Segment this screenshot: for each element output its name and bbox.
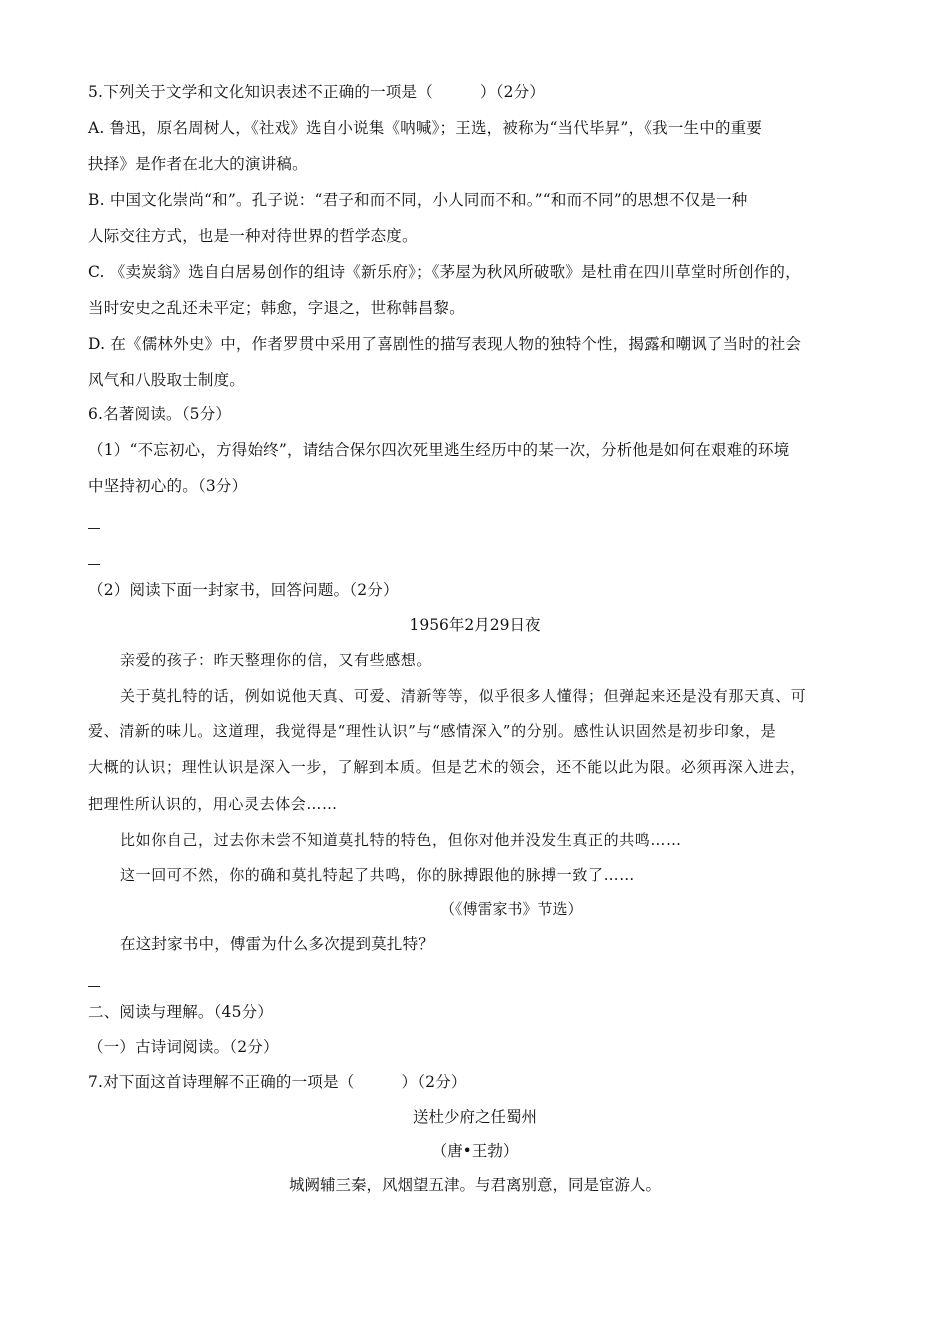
letter-para1-line1: 关于莫扎特的话，例如说他天真、可爱、清新等等，似乎很多人懂得；但弹起来还是没有那天真、可 (120, 687, 807, 705)
q6-part1-line1: （1）“不忘初心，方得始终”，请结合保尔四次死里逃生经历中的某一次，分析他是如何在艰难的环境 (88, 441, 790, 459)
q5-option-d-line1: D. 在《儒林外史》中，作者罗贯中采用了喜剧性的描写表现人物的独特个性，揭露和嘲讽了当时的社会 (88, 335, 802, 353)
letter-greeting: 亲爱的孩子：昨天整理你的信，又有些感想。 (120, 651, 433, 669)
section2-title: 二、阅读与理解。（45分） (88, 1003, 274, 1021)
poem-title: 送杜少府之任蜀州 (412, 1108, 537, 1126)
answer-line-1[interactable] (88, 528, 100, 529)
letter-para3: 这一回可不然，你的确和莫扎特起了共鸣，你的脉搏跟他的脉搏一致了…… (120, 866, 635, 884)
q5-option-c-line1: C. 《卖炭翁》选自白居易创作的组诗《新乐府》；《茅屋为秋风所破歌》是杜甫在四川草堂时所创作的， (88, 263, 801, 281)
letter-para1-line2: 爱、清新的味儿。这道理，我觉得是“理性认识”与“感情深入”的分别。感性认识固然是初步印象，是 (88, 722, 777, 740)
letter-date: 1956年2月29日夜 (409, 616, 541, 634)
letter-para2: 比如你自己，过去你未尝不知道莫扎特的特色，但你对他并没发生真正的共鸣…… (120, 831, 682, 849)
q5-option-a-line2: 抉择》是作者在北大的演讲稿。 (88, 155, 308, 173)
section2-sub1: （一）古诗词阅读。（2分） (88, 1038, 279, 1056)
answer-line-3[interactable] (88, 986, 100, 987)
letter-para1-line3: 大概的认识；理性认识是深入一步，了解到本质。但是艺术的领会，还不能以此为限。必须再深入进去， (88, 758, 806, 776)
letter-para1-line4: 把理性所认识的，用心灵去体会…… (88, 795, 338, 813)
q6-part2-stem: （2）阅读下面一封家书，回答问题。（2分） (88, 581, 399, 599)
poem-author: （唐•王勃） (431, 1142, 519, 1160)
q7-stem: 7.对下面这首诗理解不正确的一项是（ ）（2分） (88, 1073, 467, 1091)
q5-option-d-line2: 风气和八股取士制度。 (88, 371, 246, 389)
q5-option-c-line2: 当时安史之乱还未平定；韩愈，字退之，世称韩昌黎。 (88, 299, 465, 317)
q5-option-a-line1: A. 鲁迅，原名周树人，《社戏》选自小说集《呐喊》；王选，被称为“当代毕昇”，《我一生中的重要 (88, 119, 763, 137)
q5-option-b-line2: 人际交往方式，也是一种对待世界的哲学态度。 (88, 227, 418, 245)
q5-stem: 5.下列关于文学和文化知识表述不正确的一项是（ ）（2分） (88, 83, 546, 101)
q6-part2-question: 在这封家书中，傅雷为什么多次提到莫扎特？ (120, 935, 435, 953)
q6-stem: 6.名著阅读。（5分） (88, 405, 232, 423)
q5-option-b-line1: B. 中国文化崇尚“和”。孔子说：“君子和而不同，小人同而不和。”“和而不同”的思想不仅是一种 (88, 191, 748, 209)
poem-line1: 城阙辅三秦，风烟望五津。与君离别意，同是宦游人。 (288, 1176, 661, 1194)
letter-source: （《傅雷家书》节选） (440, 900, 583, 918)
q6-part1-line2: 中坚持初心的。（3分） (88, 477, 248, 495)
answer-line-2[interactable] (88, 564, 100, 565)
